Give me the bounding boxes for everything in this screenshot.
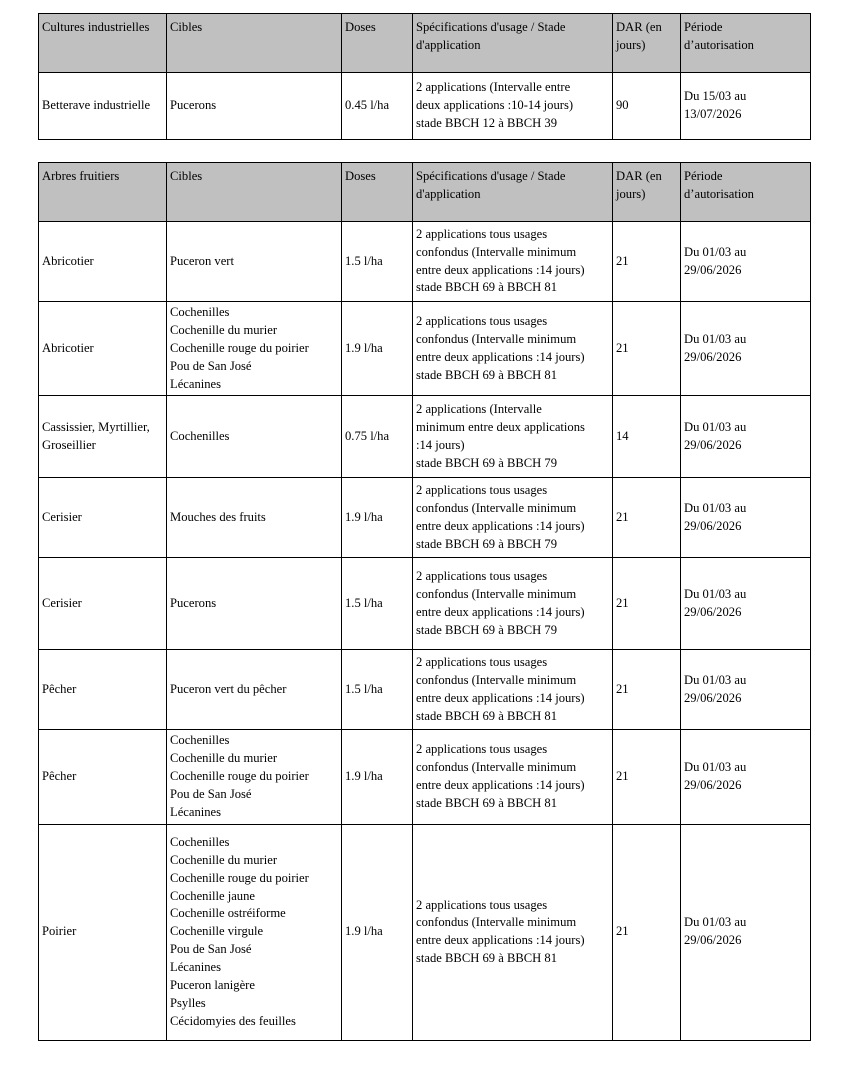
cell-line: 2 applications tous usages — [416, 569, 548, 584]
table-arbres-fruitiers — [38, 162, 811, 1041]
crop-list — [42, 923, 163, 941]
cell-dar: 21 — [613, 730, 681, 824]
cell-dose: 1.9 l/ha — [342, 730, 413, 824]
cell-dose: 1.5 l/ha — [342, 222, 413, 302]
cell-line: 29/06/2026 — [684, 437, 742, 452]
spec-list — [416, 568, 609, 640]
cell-crop — [39, 478, 167, 558]
cell-line: Puceron lanigère — [170, 977, 255, 992]
cell-dose: 0.75 l/ha — [342, 396, 413, 478]
cell-line: Pêcher — [42, 681, 77, 696]
cell-targets — [167, 222, 342, 302]
cell-specifications — [413, 558, 613, 650]
cell-targets — [167, 478, 342, 558]
table-row — [39, 730, 811, 824]
target-list — [170, 681, 338, 699]
header-line: DAR (en — [616, 169, 662, 183]
crop-list — [42, 768, 163, 786]
table-row — [39, 222, 811, 302]
cell-line: 29/06/2026 — [684, 604, 742, 619]
cell-line: confondus (Intervalle minimum — [416, 331, 577, 346]
cell-line: Cochenille rouge du poirier — [170, 870, 309, 885]
spec-list — [416, 79, 609, 133]
cell-line: 2 applications tous usages — [416, 742, 548, 757]
cell-line: confondus (Intervalle minimum — [416, 587, 577, 601]
cell-line: entre deux applications :14 jours) — [416, 262, 585, 277]
cell-line: 2 applications tous usages — [416, 313, 548, 328]
cell-dar: 21 — [613, 302, 681, 396]
column-header-specifications — [413, 163, 613, 222]
spec-list — [416, 401, 609, 473]
cell-line: Cochenille virgule — [170, 924, 264, 939]
header-line: jours) — [616, 37, 646, 52]
target-list — [170, 253, 338, 271]
cell-line: Pou de San José — [170, 942, 252, 957]
column-header-periode — [681, 14, 811, 73]
cell-line: Groseillier — [42, 437, 96, 452]
cell-line: entre deux applications :14 jours) — [416, 690, 585, 705]
cell-crop — [39, 824, 167, 1040]
cell-line: stade BBCH 69 à BBCH 81 — [416, 951, 557, 966]
cell-line: :14 jours) — [416, 437, 465, 452]
cell-line: Lécanines — [170, 960, 222, 975]
cell-line: stade BBCH 69 à BBCH 79 — [416, 455, 557, 470]
crop-list — [42, 681, 163, 699]
cell-dose: 1.9 l/ha — [342, 824, 413, 1040]
cell-targets — [167, 73, 342, 140]
cell-line: entre deux applications :14 jours) — [416, 518, 585, 533]
table-row — [39, 558, 811, 650]
table-body — [39, 222, 811, 1041]
header-line: DAR (en — [616, 20, 662, 34]
spec-list — [416, 897, 609, 969]
cell-line: stade BBCH 69 à BBCH 81 — [416, 795, 557, 810]
cell-periode — [681, 650, 811, 730]
cell-line: Du 15/03 au — [684, 89, 747, 104]
cell-dar: 21 — [613, 558, 681, 650]
column-header-specifications — [413, 14, 613, 73]
cell-specifications — [413, 396, 613, 478]
cell-crop: Betterave industrielle — [39, 73, 167, 140]
cell-line: entre deux applications :14 jours) — [416, 778, 585, 793]
table-header — [39, 163, 811, 222]
target-list — [170, 304, 338, 393]
table-row — [39, 73, 811, 140]
cell-line: Du 01/03 au — [684, 587, 747, 601]
cell-crop — [39, 730, 167, 824]
crop-list — [42, 253, 163, 271]
cell-line: Lécanines — [170, 376, 222, 391]
target-list — [170, 509, 338, 527]
cell-line: 13/07/2026 — [684, 107, 742, 121]
cell-line: Cochenille rouge du poirier — [170, 769, 309, 784]
cell-line: Du 01/03 au — [684, 915, 747, 930]
target-list — [170, 595, 338, 613]
cell-targets — [167, 824, 342, 1040]
cell-dar: 21 — [613, 824, 681, 1040]
cell-dose: 1.5 l/ha — [342, 558, 413, 650]
spec-list — [416, 654, 609, 726]
cell-periode — [681, 73, 811, 140]
cell-dose: 1.5 l/ha — [342, 650, 413, 730]
cell-line: Cochenille ostréiforme — [170, 906, 286, 921]
cell-line: stade BBCH 69 à BBCH 79 — [416, 536, 557, 551]
cell-periode — [681, 730, 811, 824]
target-list — [170, 732, 338, 821]
cell-line: Cerisier — [42, 595, 82, 610]
cell-periode — [681, 222, 811, 302]
cell-targets — [167, 558, 342, 650]
cell-line: Du 01/03 au — [684, 331, 747, 346]
cell-line: stade BBCH 69 à BBCH 79 — [416, 622, 557, 637]
cell-line: confondus (Intervalle minimum — [416, 501, 577, 515]
spec-list — [416, 226, 609, 298]
crop-list — [42, 509, 163, 527]
cell-periode — [681, 478, 811, 558]
cell-periode — [681, 558, 811, 650]
table-cultures-industrielles — [38, 13, 811, 140]
cell-line: Du 01/03 au — [684, 760, 747, 775]
cell-specifications — [413, 478, 613, 558]
cell-periode — [681, 824, 811, 1040]
column-header-doses: Doses — [342, 163, 413, 222]
header-line: jours) — [616, 186, 646, 201]
header-row — [39, 163, 811, 222]
column-header-dar — [613, 14, 681, 73]
cell-line: 29/06/2026 — [684, 349, 742, 364]
period-list — [684, 672, 807, 708]
table-header — [39, 14, 811, 73]
cell-line: Cassissier, Myrtillier, — [42, 420, 150, 434]
cell-crop — [39, 222, 167, 302]
cell-line: stade BBCH 69 à BBCH 81 — [416, 708, 557, 723]
cell-line: 2 applications (Intervalle entre — [416, 80, 571, 95]
header-line: Période — [684, 20, 723, 34]
cell-dose: 1.9 l/ha — [342, 302, 413, 396]
cell-line: Du 01/03 au — [684, 244, 747, 259]
cell-line: Cerisier — [42, 509, 82, 524]
cell-line: Puceron vert du pêcher — [170, 681, 287, 696]
cell-line: Cochenille jaune — [170, 888, 255, 903]
table-row — [39, 302, 811, 396]
column-header-crop: Arbres fruitiers — [39, 163, 167, 222]
period-list — [684, 500, 807, 536]
table-spacer — [38, 140, 810, 162]
cell-line: 2 applications (Intervalle — [416, 402, 542, 417]
cell-line: entre deux applications :14 jours) — [416, 933, 585, 948]
column-header-crop: Cultures industrielles — [39, 14, 167, 73]
cell-line: Cochenilles — [170, 428, 230, 443]
cell-dose: 1.9 l/ha — [342, 478, 413, 558]
cell-targets — [167, 650, 342, 730]
cell-line: Cochenille du murier — [170, 852, 278, 867]
cell-line: entre deux applications :14 jours) — [416, 349, 585, 364]
cell-dar: 14 — [613, 396, 681, 478]
cell-targets — [167, 396, 342, 478]
cell-line: deux applications :10-14 jours) — [416, 98, 574, 113]
cell-line: Du 01/03 au — [684, 673, 747, 687]
cell-line: Poirier — [42, 924, 77, 939]
cell-line: Du 01/03 au — [684, 420, 747, 434]
cell-line: Cochenille rouge du poirier — [170, 340, 309, 355]
cell-line: Pou de San José — [170, 358, 252, 373]
cell-line: Cochenille du murier — [170, 751, 278, 766]
cell-specifications — [413, 73, 613, 140]
crop-list — [42, 419, 163, 455]
header-line: d’autorisation — [684, 186, 754, 201]
cell-line: stade BBCH 69 à BBCH 81 — [416, 280, 557, 295]
cell-crop — [39, 396, 167, 478]
column-header-targets: Cibles — [167, 163, 342, 222]
cell-targets — [167, 730, 342, 824]
cell-line: Du 01/03 au — [684, 501, 747, 515]
column-header-doses: Doses — [342, 14, 413, 73]
table-row — [39, 824, 811, 1040]
cell-line: 2 applications tous usages — [416, 655, 548, 670]
cell-dar: 90 — [613, 73, 681, 140]
target-list — [170, 97, 338, 115]
period-list — [684, 586, 807, 622]
cell-crop — [39, 302, 167, 396]
cell-line: Cochenilles — [170, 733, 230, 748]
column-header-periode — [681, 163, 811, 222]
cell-line: Cécidomyies des feuilles — [170, 1013, 296, 1028]
cell-line: Cochenilles — [170, 305, 230, 319]
cell-dar: 21 — [613, 222, 681, 302]
cell-line: stade BBCH 69 à BBCH 81 — [416, 367, 557, 382]
cell-line: Lécanines — [170, 804, 222, 819]
cell-line: confondus (Intervalle minimum — [416, 760, 577, 775]
cell-line: minimum entre deux applications — [416, 420, 585, 434]
table-row — [39, 396, 811, 478]
header-line: d’autorisation — [684, 37, 754, 52]
period-list — [684, 914, 807, 950]
cell-periode — [681, 302, 811, 396]
target-list — [170, 834, 338, 1031]
cell-line: entre deux applications :14 jours) — [416, 604, 585, 619]
cell-crop — [39, 650, 167, 730]
column-header-targets: Cibles — [167, 14, 342, 73]
cell-dar: 21 — [613, 650, 681, 730]
spec-list — [416, 313, 609, 385]
header-row — [39, 14, 811, 73]
cell-specifications — [413, 302, 613, 396]
cell-line: Pucerons — [170, 98, 217, 113]
cell-targets — [167, 302, 342, 396]
spec-list — [416, 741, 609, 813]
cell-line: 2 applications tous usages — [416, 483, 548, 498]
cell-line: Pêcher — [42, 769, 77, 784]
cell-line: Pucerons — [170, 595, 217, 610]
table-row — [39, 478, 811, 558]
cell-line: confondus (Intervalle minimum — [416, 244, 577, 259]
cell-line: 29/06/2026 — [684, 933, 742, 948]
header-line: Spécifications d'usage / Stade — [416, 169, 566, 183]
cell-specifications — [413, 222, 613, 302]
cell-line: 29/06/2026 — [684, 518, 742, 533]
cell-line: 29/06/2026 — [684, 690, 742, 705]
cell-line: Abricotier — [42, 340, 94, 355]
cell-specifications — [413, 824, 613, 1040]
cell-periode — [681, 396, 811, 478]
cell-line: stade BBCH 12 à BBCH 39 — [416, 115, 557, 130]
period-list — [684, 759, 807, 795]
cell-dar: 21 — [613, 478, 681, 558]
cell-line: confondus (Intervalle minimum — [416, 673, 577, 687]
cell-specifications — [413, 650, 613, 730]
period-list — [684, 244, 807, 280]
cell-line: 2 applications tous usages — [416, 226, 548, 241]
cell-line: Cochenille du murier — [170, 322, 278, 337]
cell-line: 2 applications tous usages — [416, 897, 548, 912]
cell-line: Pou de San José — [170, 787, 252, 801]
crop-list — [42, 340, 163, 358]
cell-line: 29/06/2026 — [684, 262, 742, 277]
period-list — [684, 88, 807, 124]
cell-line: 29/06/2026 — [684, 778, 742, 793]
header-line: Spécifications d'usage / Stade — [416, 20, 566, 34]
header-line: d'application — [416, 37, 481, 52]
cell-line: Cochenilles — [170, 834, 230, 849]
column-header-dar — [613, 163, 681, 222]
table-row — [39, 650, 811, 730]
cell-specifications — [413, 730, 613, 824]
period-list — [684, 419, 807, 455]
spec-list — [416, 482, 609, 554]
header-line: d'application — [416, 186, 481, 201]
cell-crop — [39, 558, 167, 650]
cell-line: Mouches des fruits — [170, 509, 266, 524]
table-body — [39, 73, 811, 140]
crop-list — [42, 595, 163, 613]
cell-dose: 0.45 l/ha — [342, 73, 413, 140]
cell-line: Psylles — [170, 995, 206, 1010]
cell-line: Abricotier — [42, 253, 94, 268]
cell-line: Puceron vert — [170, 253, 234, 268]
period-list — [684, 331, 807, 367]
target-list — [170, 428, 338, 446]
cell-line: confondus (Intervalle minimum — [416, 915, 577, 930]
header-line: Période — [684, 169, 723, 183]
